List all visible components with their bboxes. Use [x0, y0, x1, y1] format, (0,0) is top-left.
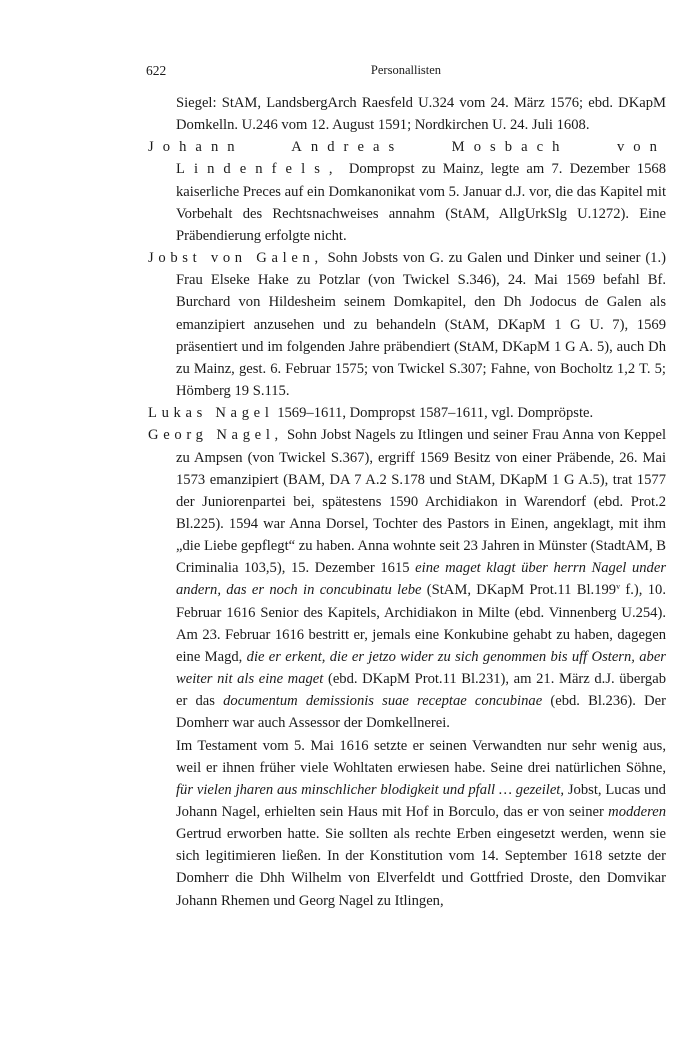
- entry-continuation: [148, 92, 666, 136]
- entry-text: Dompropst zu Mainz, legte am 7. Dezember 1568 kaiserliche Preces auf ein Domkanonikat vom 5. Januar d.J. vor, die das Kapitel mit Vorbehalt des Rechtsnachweises annahm (StAM, AllgUrkSlg U.1272). Eine Präbendierung erfolgte nicht.: [176, 161, 666, 244]
- entry-georg-nagel: [148, 424, 666, 734]
- entry-georg-nagel-testament: [148, 735, 666, 912]
- entry-text: f.), 10. Februar 1616 Senior des Kapitels, Archidiakon in Milte (ebd. Vinnenberg U.254). Am 23. Februar 1616 bestritt er, jemals eine Konkubine gehabt zu haben, dagegen eine Magd,: [176, 582, 666, 665]
- quotation: für vielen jharen aus minschlicher blodigkeit und pfall … gezeilet,: [176, 781, 565, 798]
- entry-mosbach: [148, 136, 666, 247]
- entry-name: Georg Nagel,: [148, 427, 283, 444]
- entry-text: Im Testament vom 5. Mai 1616 setzte er seinen Verwandten nur sehr wenig aus, weil er ihnen früher viele Wohltaten erwiesen habe. Seine drei natürlichen Söhne,: [176, 737, 666, 776]
- entry-text: 1569–1611, Dompropst 1587–1611, vgl. Dompröpste.: [273, 405, 594, 422]
- entry-text: (ebd. Bl.236). Der Domherr war auch Assessor der Domkellnerei.: [176, 693, 666, 732]
- entry-text: (ebd. DKapM Prot.11 Bl.231), am 21. März d.J. übergab er das: [176, 671, 667, 710]
- entry-text: (StAM, DKapM Prot.11 Bl.199: [421, 582, 617, 599]
- entry-name: Jobst von Galen,: [148, 250, 323, 267]
- superscript: v: [616, 582, 621, 592]
- main-text: [148, 92, 666, 912]
- page-number: 622: [146, 63, 167, 78]
- entry-name: Lukas Nagel: [148, 405, 274, 422]
- entry-text: Jobst, Lucas und Johann Nagel, erhielten sein Haus mit Hof in Borculo, das er von seiner: [176, 781, 666, 820]
- entry-text: Sohn Jobst Nagels zu Itlingen und seiner Frau Anna von Keppel zu Ampsen (von Twickel S.367), ergriff 1569 Besitz von einer Präbende, 26. Mai 1573 emanzipiert (BAM, DA 7 A.2 S.178 und StAM, DKapM 1 G A.5), trat 1577 der Juniorenpartei bei, spätestens 1590 Archidiakon in Warendorf (ebd. Prot.2 Bl.225). 1594 war Anna Dorsel, Tochter des Pastors in Einen, angeklagt, mit ihm „die Liebe gepflegt“ zu haben. Anna wohnte seit 23 Jahren in Münster (StadtAM, B Criminalia 103,5), 15. Dezember 1615: [176, 427, 666, 577]
- entry-text: Sohn Jobsts von G. zu Galen und Dinker und seiner (1.) Frau Elseke Hake zu Potzlar (von Twickel S.346), 24. Mai 1569 befahl Bf. Burchard von Hildesheim seinem Domkapitel, den Dh Jodocus de Galen als emanzipiert anzusehen und zu behandeln (StAM, DKapM 1 G U. 7), 1569 präsentiert und im folgenden Jahre präbendiert (StAM, DKapM 1 G A. 5), auch Dh zu Mainz, gest. 6. Februar 1575; von Twickel S.307; Fahne, von Bocholtz 1,2 T. 5; Hömberg 19 S.115.: [176, 250, 666, 400]
- entry-text: Gertrud erworben hatte. Sie sollten als rechte Erben eingesetzt werden, wenn sie sich legitimieren ließen. In der Konstitution vom 14. September 1618 setzte der Domherr die Dhh Wilhelm von Elverfeldt und Gottfried Droste, den Domvikar Johann Rhemen und Georg Nagel zu Itlingen,: [176, 826, 666, 909]
- entry-galen: [148, 247, 666, 402]
- quotation: documentum demissionis suae receptae concubinae: [223, 693, 543, 710]
- entry-text: Siegel: StAM, LandsbergArch Raesfeld U.324 vom 24. März 1576; ebd. DKapM Domkelln. U.246 vom 12. August 1591; Nordkirchen U. 24. Juli 1608.: [176, 95, 666, 134]
- page-header: [146, 63, 666, 81]
- quotation: modderen: [608, 804, 666, 820]
- quotation: eine maget klagt über herrn Nagel under andern, das er noch in concubinatu lebe: [176, 560, 666, 599]
- entry-name: Johann Andreas Mosbach von Lindenfels,: [148, 139, 666, 178]
- running-head: Personallisten: [370, 63, 442, 77]
- quotation: die er erkent, die er jetzo wider zu sich genommen bis uff Ostern, aber weiter nit als eine maget: [176, 648, 666, 688]
- entry-lukas-nagel: [148, 402, 666, 424]
